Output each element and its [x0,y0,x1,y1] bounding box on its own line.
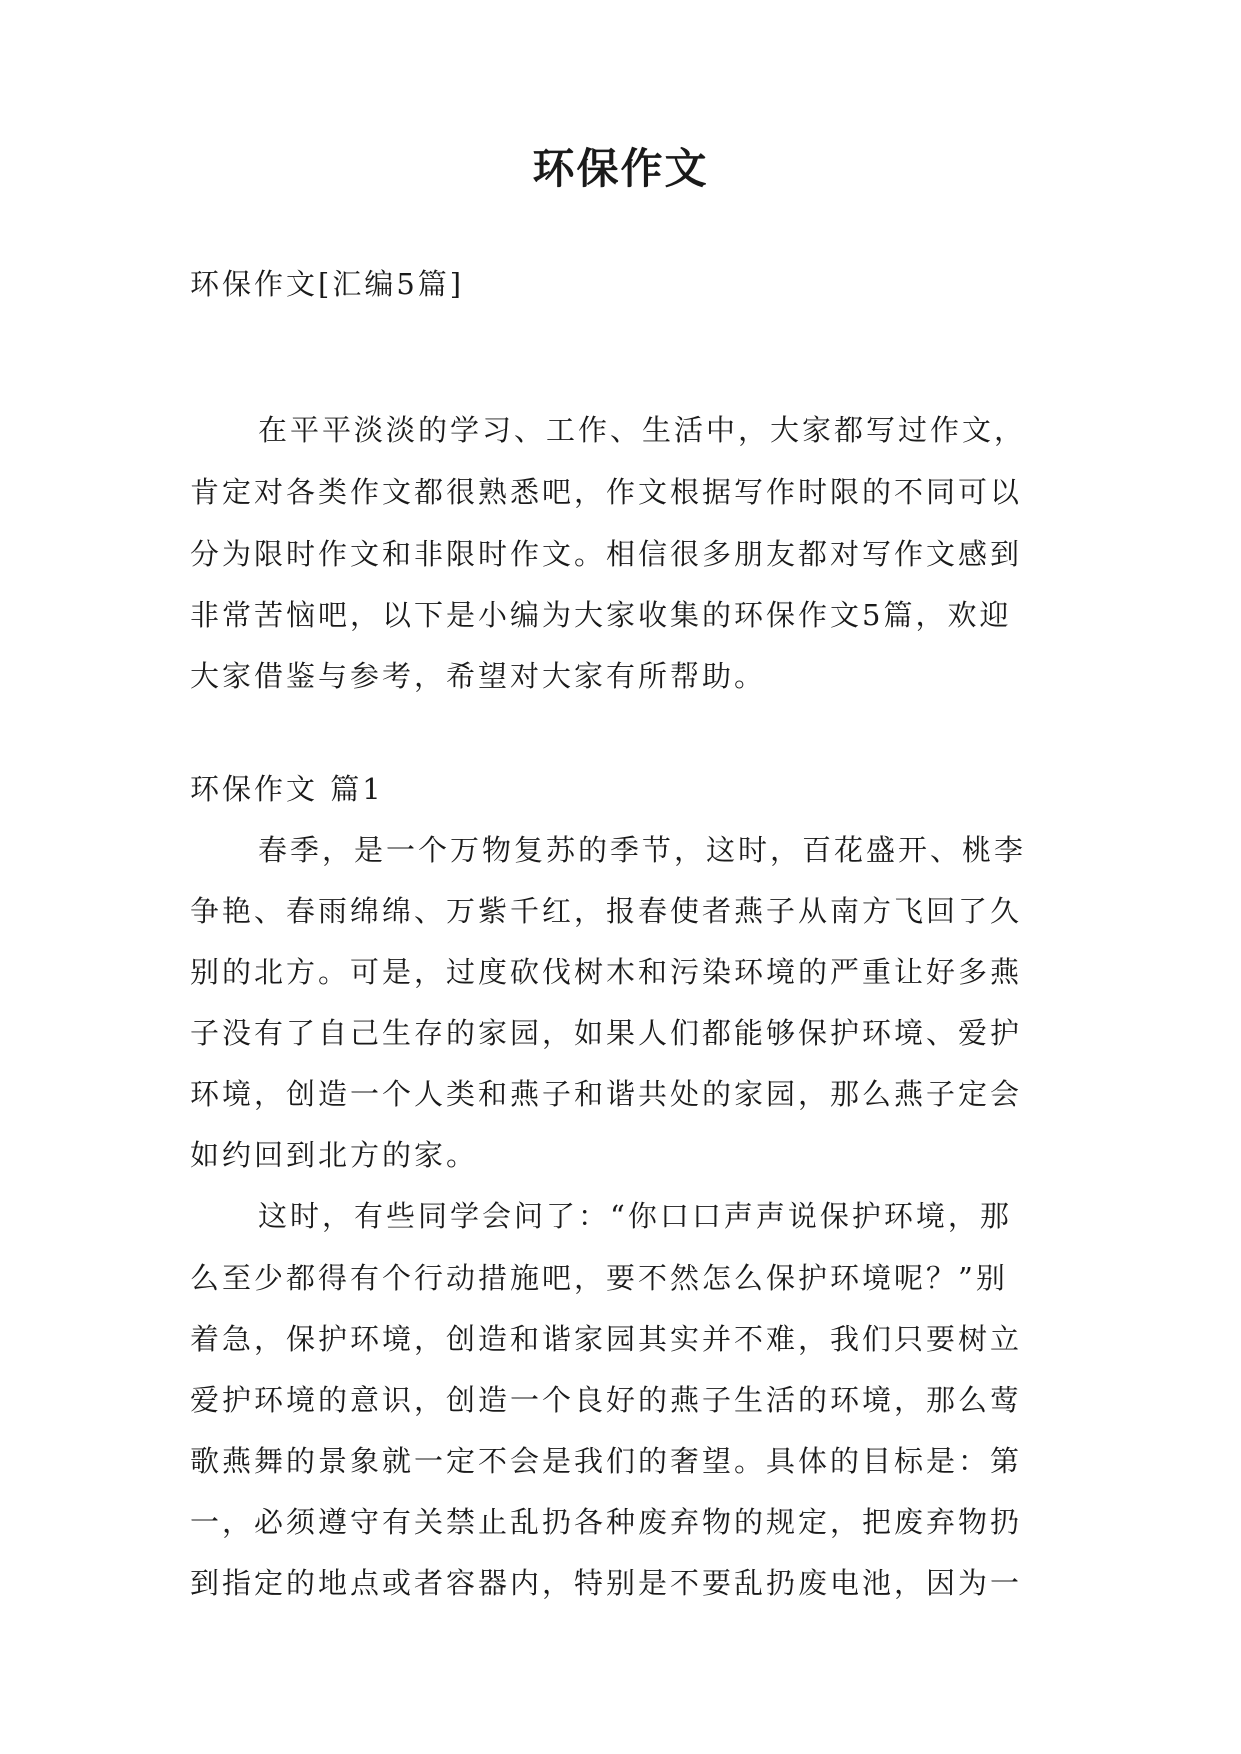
paragraph-line: 争艳、春雨绵绵、万紫千红，报春使者燕子从南方飞回了久 [190,894,1023,928]
document-subtitle: 环保作文[汇编5篇] [190,267,465,301]
paragraph-line: 这时，有些同学会问了：“你口口声声说保护环境，那 [258,1199,1012,1233]
intro-line: 分为限时作文和非限时作文。相信很多朋友都对写作文感到 [190,537,1023,571]
paragraph-line: 春季，是一个万物复苏的季节，这时，百花盛开、桃李 [258,833,1027,867]
intro-line: 非常苦恼吧，以下是小编为大家收集的环保作文5篇，欢迎 [190,598,1012,632]
paragraph-line: 环境，创造一个人类和燕子和谐共处的家园，那么燕子定会 [190,1077,1023,1111]
section-heading: 环保作文 篇1 [190,772,384,806]
paragraph-line: 到指定的地点或者容器内，特别是不要乱扔废电池，因为一 [190,1566,1023,1600]
intro-line: 大家借鉴与参考，希望对大家有所帮助。 [190,659,767,693]
intro-line: 肯定对各类作文都很熟悉吧，作文根据写作时限的不同可以 [190,475,1023,509]
paragraph-line: 如约回到北方的家。 [190,1138,479,1172]
document-title: 环保作文 [532,144,709,193]
paragraph-line: 歌燕舞的景象就一定不会是我们的奢望。具体的目标是：第 [190,1444,1023,1478]
paragraph-line: 一，必须遵守有关禁止乱扔各种废弃物的规定，把废弃物扔 [190,1505,1023,1539]
paragraph-line: 着急，保护环境，创造和谐家园其实并不难，我们只要树立 [190,1322,1023,1356]
paragraph-line: 子没有了自己生存的家园，如果人们都能够保护环境、爱护 [190,1016,1023,1050]
paragraph-line: 爱护环境的意识，创造一个良好的燕子生活的环境，那么莺 [190,1383,1023,1417]
paragraph-line: 么至少都得有个行动措施吧，要不然怎么保护环境呢？”别 [190,1261,1008,1295]
intro-line: 在平平淡淡的学习、工作、生活中，大家都写过作文， [258,413,1027,447]
paragraph-line: 别的北方。可是，过度砍伐树木和污染环境的严重让好多燕 [190,955,1023,989]
